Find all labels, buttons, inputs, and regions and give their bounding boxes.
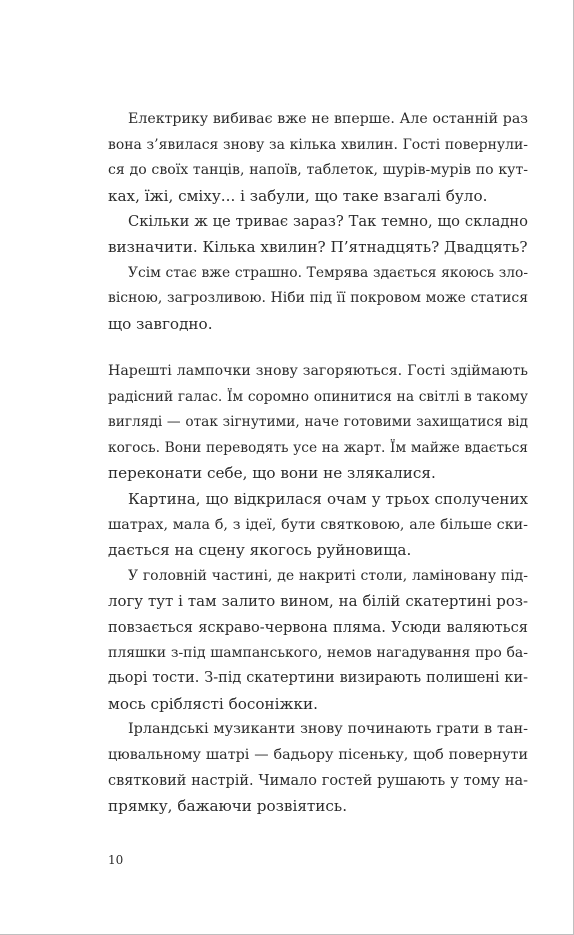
text-line: святковий настрій. Чимало гостей рушають у тому на- <box>108 772 528 789</box>
text-line: дається на сцену якогось руйновища. <box>108 541 412 560</box>
text-line: дьорі тости. З-під скатертини визирають полишені ки- <box>108 670 528 687</box>
text-line: повзається яскраво-червона пляма. Усюди валяються <box>108 618 528 636</box>
text-line: мось сріблясті босоніжки. <box>108 694 318 713</box>
paragraph <box>108 107 528 209</box>
text-line: Картина, що відкрилася очам у трьох сполучених <box>128 489 528 508</box>
paragraph <box>108 717 528 819</box>
text-line: логу тут і там залито вином, на білій скатертині роз- <box>108 592 528 611</box>
text-line: Скільки ж це триває зараз? Так темно, що складно <box>128 213 528 231</box>
text-line: вісною, загрозливою. Ніби під її покровом може статися <box>108 290 528 307</box>
text-line: переконати себе, що вони не злякалися. <box>108 464 436 483</box>
text-line: Нарешті лампочки знову загоряються. Гості здіймають <box>108 363 528 379</box>
paragraph <box>108 261 528 338</box>
text-line: шатрах, мала б, з ідеї, бути святковою, але більше ски- <box>108 516 528 533</box>
text-line: когось. Вони переводять усе на жарт. Їм майже вдається <box>108 439 528 456</box>
text-line: Електрику вибиває вже не вперше. Але останній раз <box>128 111 528 127</box>
text-line: пляшки з-під шампанського, немов нагадування про ба- <box>108 644 528 661</box>
text-line: цювальному шатрі — бадьору пісеньку, щоб повернути <box>108 746 528 763</box>
text-section-2 <box>108 359 528 820</box>
page-number: 10 <box>108 853 124 867</box>
text-line: ках, їжі, сміху... і забули, що таке взагалі було. <box>108 186 488 205</box>
text-line: вигляді — отак зігнутими, наче готовими захищатися від <box>108 414 528 431</box>
text-section-1 <box>108 107 528 337</box>
paragraph <box>108 359 528 487</box>
text-line: вона з’явилася знову за кілька хвилин. Гості повернули- <box>108 136 528 153</box>
text-line: що завгодно. <box>108 314 213 333</box>
paragraph <box>108 564 528 718</box>
paragraph <box>108 487 528 564</box>
text-line: визначити. Кілька хвилин? П’ятнадцять? Двадцять? <box>108 237 528 256</box>
text-line: прямку, бажаючи розвіятись. <box>108 797 348 816</box>
text-line: У головній частині, де накриті столи, ламіновану під- <box>128 567 528 584</box>
text-line: Усім стає вже страшно. Темрява здається якоюсь зло- <box>128 264 528 281</box>
paragraph <box>108 209 528 260</box>
text-line: ся до своїх танців, напоїв, таблеток, шурів-мурів по кут- <box>108 162 528 179</box>
text-line: Ірландські музиканти знову починають грати в тан- <box>128 721 528 738</box>
text-line: радісний галас. Їм соромно опинитися на світлі в такому <box>108 388 528 405</box>
